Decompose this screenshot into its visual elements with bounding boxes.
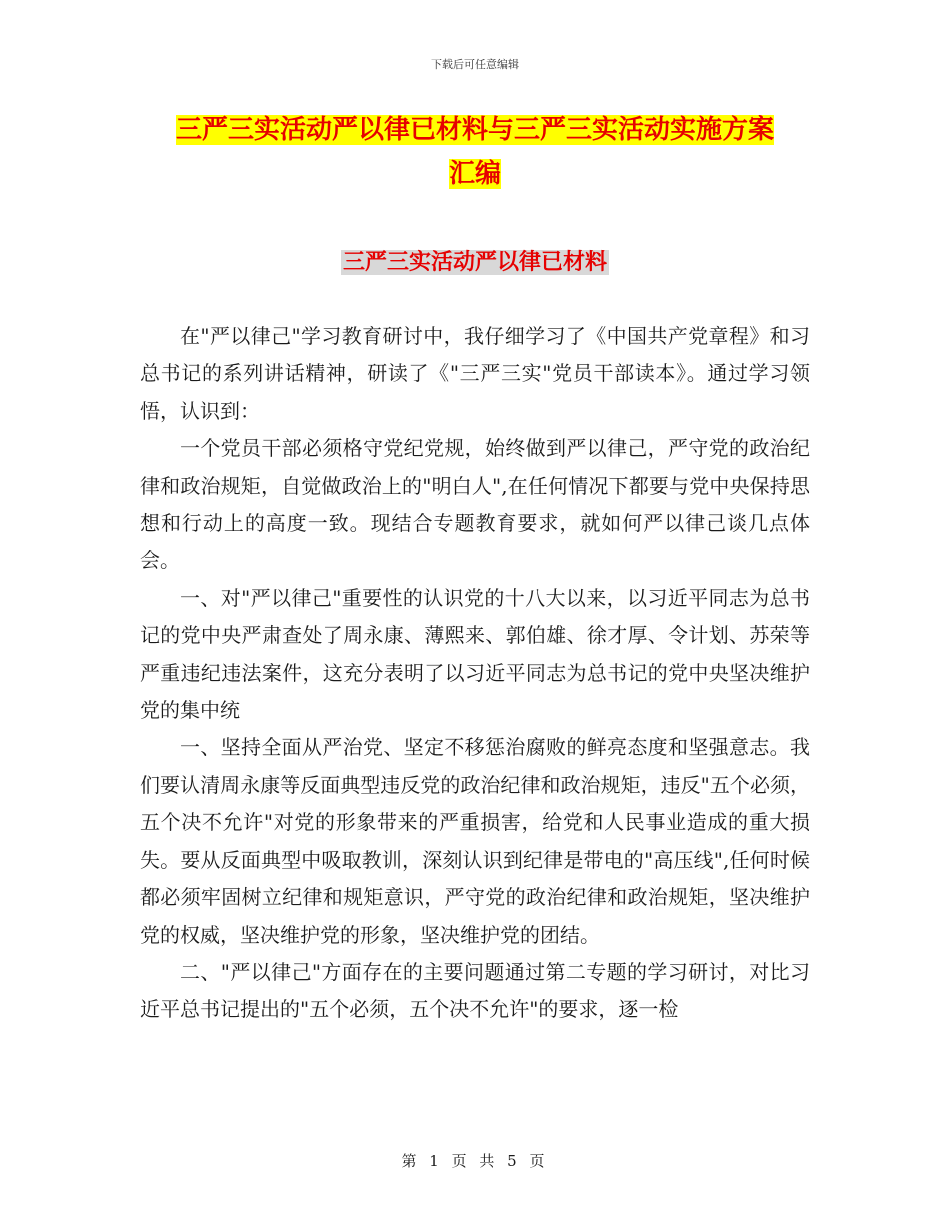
document-title — [140, 108, 810, 196]
paragraph: 一、对"严以律己"重要性的认识党的十八大以来，以习近平同志为总书记的党中央严肃查处了周永康、薄熙来、郭伯雄、徐才厚、令计划、苏荣等严重违纪违法案件，这充分表明了以习近平同志为总书记的党中央坚决维护党的集中统 — [140, 585, 810, 723]
paragraph: 一个党员干部必须格守党纪党规，始终做到严以律己，严守党的政治纪律和政治规矩，自觉做政治上的"明白人",在任何情况下都要与党中央保持思想和行动上的高度一致。现结合专题教育要求，就如何严以律己谈几点体会。 — [140, 436, 810, 573]
subtitle-text: 三严三实活动严以律已材料 — [342, 250, 607, 275]
title-line-1: 三严三实活动严以律已材料与三严三实活动实施方案 — [175, 115, 774, 145]
body-text — [140, 318, 810, 1029]
paragraph: 二、"严以律己"方面存在的主要问题通过第二专题的学习研讨，对比习近平总书记提出的"五个必须，五个决不允许"的要求，逐一检 — [140, 959, 810, 1022]
section-subtitle — [0, 246, 950, 280]
paragraph: 一、坚持全面从严治党、坚定不移惩治腐败的鲜亮态度和坚强意志。我们要认清周永康等反面典型违反党的政治纪律和政治规矩，违反"五个必须，五个决不允许"对党的形象带来的严重损害，给党和人民事业造成的重大损失。要从反面典型中吸取教训，深刻认识到纪律是带电的"高压线",任何时候都必须牢固树立纪律和规矩意识，严守党的政治纪律和政治规矩，坚决维护党的权威，坚决维护党的形象，坚决维护党的团结。 — [140, 735, 810, 947]
header-note: 下载后可任意编辑 — [431, 58, 519, 71]
paragraph: 在"严以律己"学习教育研讨中，我仔细学习了《中国共产党章程》和习总书记的系列讲话精神，研读了《"三严三实"党员干部读本》。通过学习领悟，认识到： — [140, 324, 810, 423]
page-footer: 第 1 页 共 5 页 — [401, 1152, 549, 1170]
title-line-2: 汇编 — [448, 159, 501, 189]
